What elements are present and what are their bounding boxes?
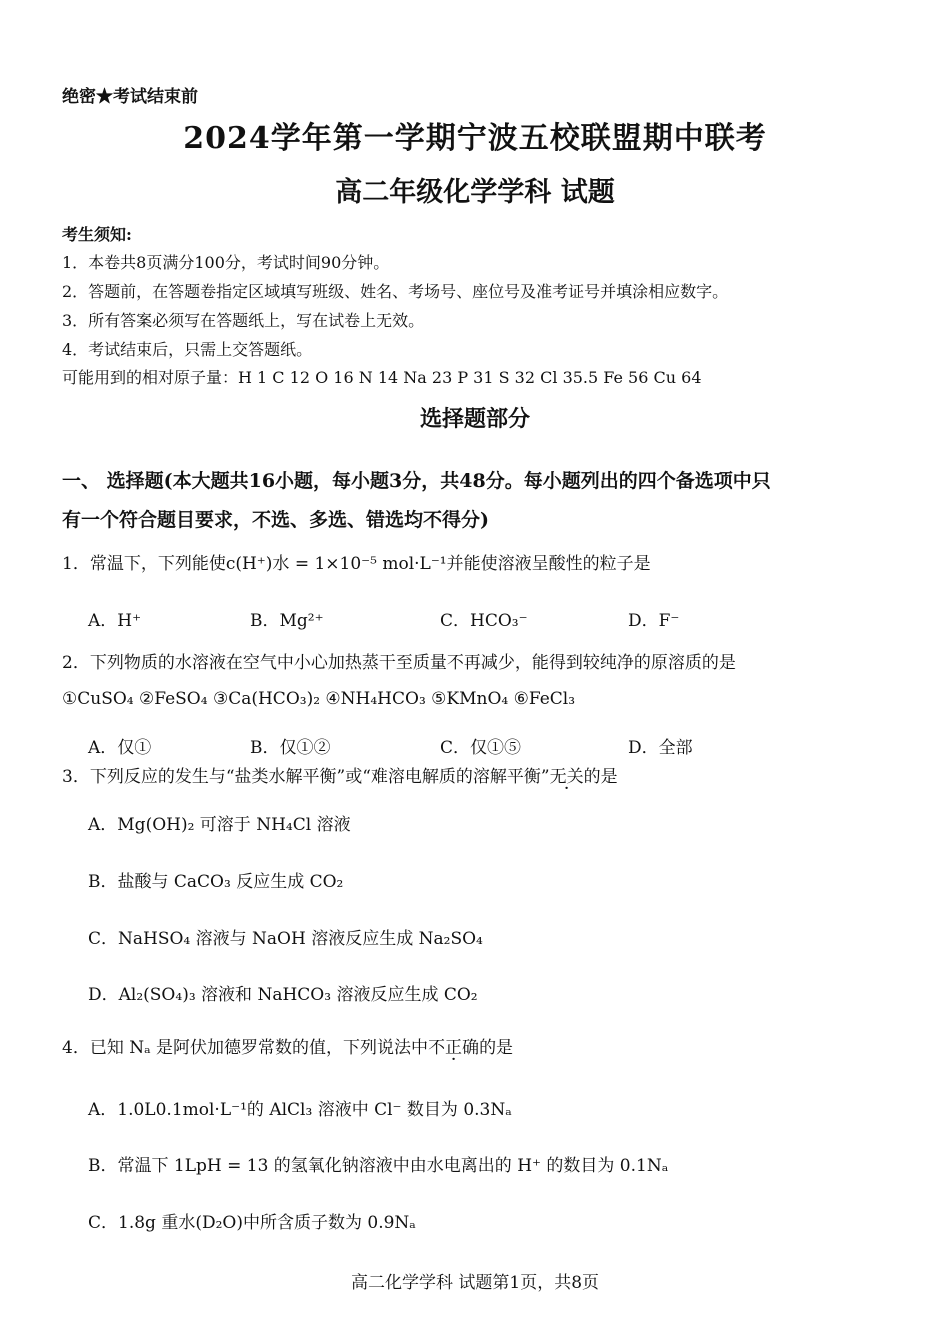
q3-stem-emphasis: 无关: [549, 767, 584, 787]
q4-stem-suffix: 的是: [479, 1038, 514, 1058]
notice-item: 2．答题前，在答题卷指定区域填写班级、姓名、考场号、座位号及准考证号并填涂相应数字。: [62, 282, 729, 301]
confidential-label: 绝密★考试结束前: [62, 87, 198, 107]
q1-stem-suffix: 并能使溶液呈酸性的粒子是: [446, 554, 651, 574]
exam-subtitle: 高二年级化学学科 试题: [335, 177, 615, 208]
q4-option-b: B．常温下 1LpH = 13 的氢氧化钠溶液中由水电离出的 H⁺ 的数目为 0.1Nₐ: [88, 1156, 669, 1176]
q3-option-c: C．NaHSO₄ 溶液与 NaOH 溶液反应生成 Na₂SO₄: [88, 929, 483, 949]
notice-item: 4．考试结束后，只需上交答题纸。: [62, 340, 313, 359]
q1-option-c: C．HCO₃⁻: [440, 611, 528, 631]
q3-option-a: A．Mg(OH)₂ 可溶于 NH₄Cl 溶液: [88, 815, 351, 835]
q2-substances: ①CuSO₄ ②FeSO₄ ③Ca(HCO₃)₂ ④NH₄HCO₃ ⑤KMnO₄ ⑥FeCl₃: [62, 689, 576, 709]
q2-option-c: C．仅①⑤: [440, 738, 522, 758]
q2-option-d: D．全部: [628, 738, 693, 758]
notice-item: 3．所有答案必须写在答题纸上，写在试卷上无效。: [62, 311, 425, 330]
q4-option-a: A．1.0L0.1mol·L⁻¹的 AlCl₃ 溶液中 Cl⁻ 数目为 0.3Nₐ: [88, 1100, 512, 1120]
atomic-masses: 可能用到的相对原子量：H 1 C 12 O 16 N 14 Na 23 P 31 S 32 Cl 35.5 Fe 56 Cu 64: [62, 368, 702, 387]
q3-option-d: D．Al₂(SO₄)₃ 溶液和 NaHCO₃ 溶液反应生成 CO₂: [88, 985, 478, 1005]
q4-stem-emphasis: 不正确: [428, 1038, 480, 1058]
exam-title: 2024学年第一学期宁波五校联盟期中联考: [183, 121, 767, 156]
q1-stem-formula: c(H⁺)水 = 1×10⁻⁵ mol·L⁻¹: [225, 554, 447, 574]
notice-item: 1．本卷共8页满分100分，考试时间90分钟。: [62, 253, 390, 272]
page-footer: 高二化学学科 试题第1页，共8页: [350, 1273, 600, 1293]
q3-option-b: B．盐酸与 CaCO₃ 反应生成 CO₂: [88, 872, 344, 892]
q2-option-a: A．仅①: [88, 738, 152, 758]
q1-option-a: A．H⁺: [88, 611, 142, 631]
q2-option-b: B．仅①②: [250, 738, 331, 758]
question-1-stem: [62, 549, 651, 574]
q1-option-b: B．Mg²⁺: [250, 611, 324, 631]
q3-stem-suffix: 的是: [583, 767, 618, 787]
section-title: 选择题部分: [419, 406, 530, 432]
q4-stem-prefix: 4．已知 Nₐ 是阿伏加德罗常数的值，下列说法中: [62, 1038, 429, 1058]
notice-heading: 考生须知:: [62, 225, 132, 244]
q3-stem-prefix: 3．下列反应的发生与“盐类水解平衡”或“难溶电解质的溶解平衡”: [62, 767, 550, 787]
question-2-stem: 2．下列物质的水溶液在空气中小心加热蒸干至质量不再减少，能得到较纯净的原溶质的是: [62, 653, 736, 673]
question-4-stem: [62, 1033, 513, 1058]
question-3-stem: [62, 762, 618, 787]
part1-instructions-line2: 有一个符合题目要求，不选、多选、错选均不得分): [62, 509, 489, 531]
q4-option-c: C．1.8g 重水(D₂O)中所含质子数为 0.9Nₐ: [88, 1213, 416, 1233]
part1-instructions-line1: 一、 选择题(本大题共16小题，每小题3分，共48分。每小题列出的四个备选项中只: [62, 470, 771, 492]
q1-stem-prefix: 1．常温下，下列能使: [62, 554, 226, 574]
q1-option-d: D．F⁻: [628, 611, 680, 631]
